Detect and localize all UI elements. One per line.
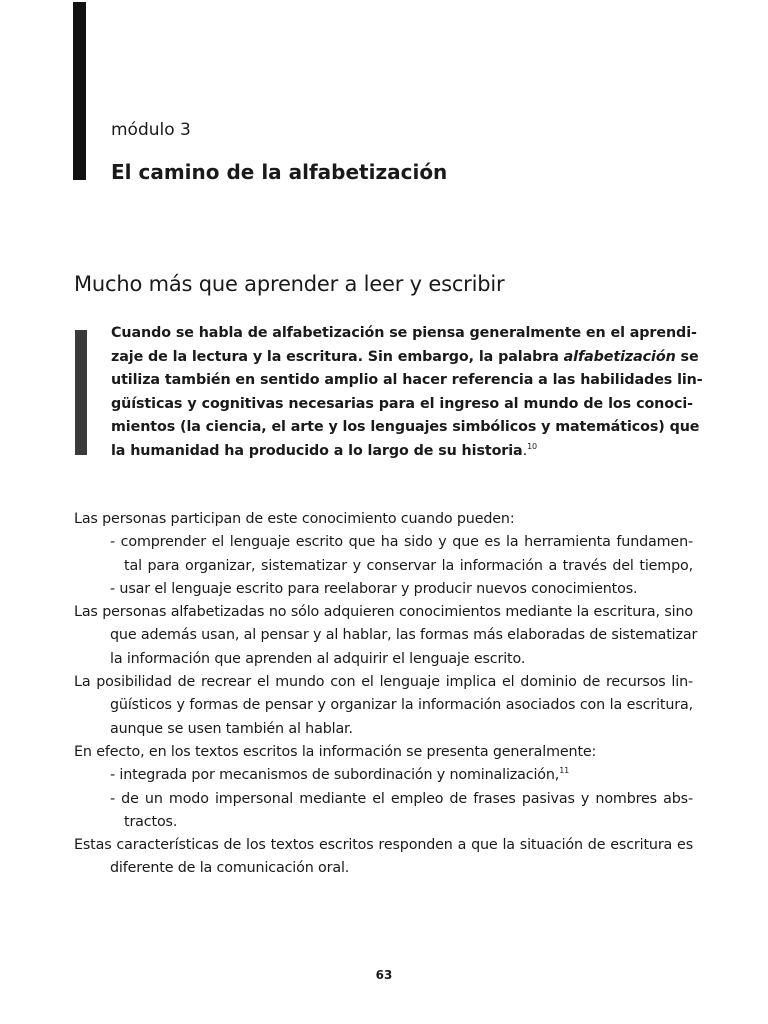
module-title: El camino de la alfabetización [111,160,448,184]
paragraph-line: Las personas participan de este conocimiento cuando pueden: [74,511,515,527]
section-title: Mucho más que aprender a leer y escribir [74,272,505,296]
paragraph-line: Estas características de los textos escritos responden a que la situación de escritura es [74,837,693,854]
quote-line: zaje de la lectura y la escritura. Sin embargo, la palabra alfabetización se [111,348,699,365]
page-number: 63 [375,968,393,982]
chapter-marker-bar [73,2,86,180]
list-item-line: tal para organizar, sistematizar y conservar la información a través del tiempo, [124,557,693,574]
list-item-line: - integrada por mecanismos de subordinación y nominalización,$^{11}$ [110,766,570,784]
emphasized-term: alfabetización [563,348,676,365]
paragraph-line: diferente de la comunicación oral. [110,860,350,877]
paragraph-line: que además usan, al pensar y al hablar, las formas más elaboradas de sistematizar [110,627,698,644]
footnote-ref: 10 [527,441,538,451]
module-label: módulo 3 [111,120,191,140]
footnote-ref: 11 [559,766,570,776]
paragraph-line: Las personas alfabetizadas no sólo adquieren conocimientos mediante la escritura, sino [74,604,693,621]
list-item-line: - usar el lenguaje escrito para reelaborar y producir nuevos conocimientos. [110,580,638,597]
quote-line: mientos (la ciencia, el arte y los lenguajes simbólicos y matemáticos) que [111,419,700,435]
paragraph-line: güísticos y formas de pensar y organizar la información asociados con la escritura, [110,697,693,714]
paragraph-line: la información que aprenden al adquirir el lenguaje escrito. [110,650,526,667]
body-text [74,508,698,881]
list-item-line: tractos. [124,813,178,830]
quote-marker-bar [75,330,87,455]
quote-line: utiliza también en sentido amplio al hacer referencia a las habilidades lin- [111,372,703,388]
paragraph-line: En efecto, en los textos escritos la información se presenta generalmente: [74,743,597,760]
quote-line: güísticas y cognitivas necesarias para el ingreso al mundo de los conoci- [111,395,693,412]
paragraph-line: La posibilidad de recrear el mundo con el lenguaje implica el dominio de recursos lin- [74,674,693,691]
highlighted-quote [111,322,703,463]
quote-line: la humanidad ha producido a lo largo de su historia.$^{10}$ [111,441,538,459]
list-item-line: - de un modo impersonal mediante el empleo de frases pasivas y nombres abs- [110,790,693,807]
quote-line: Cuando se habla de alfabetización se piensa generalmente en el aprendi- [111,325,697,341]
list-item-line: - comprender el lenguaje escrito que ha sido y que es la herramienta fundamen- [110,534,693,551]
paragraph-line: aunque se usen también al hablar. [110,720,353,737]
